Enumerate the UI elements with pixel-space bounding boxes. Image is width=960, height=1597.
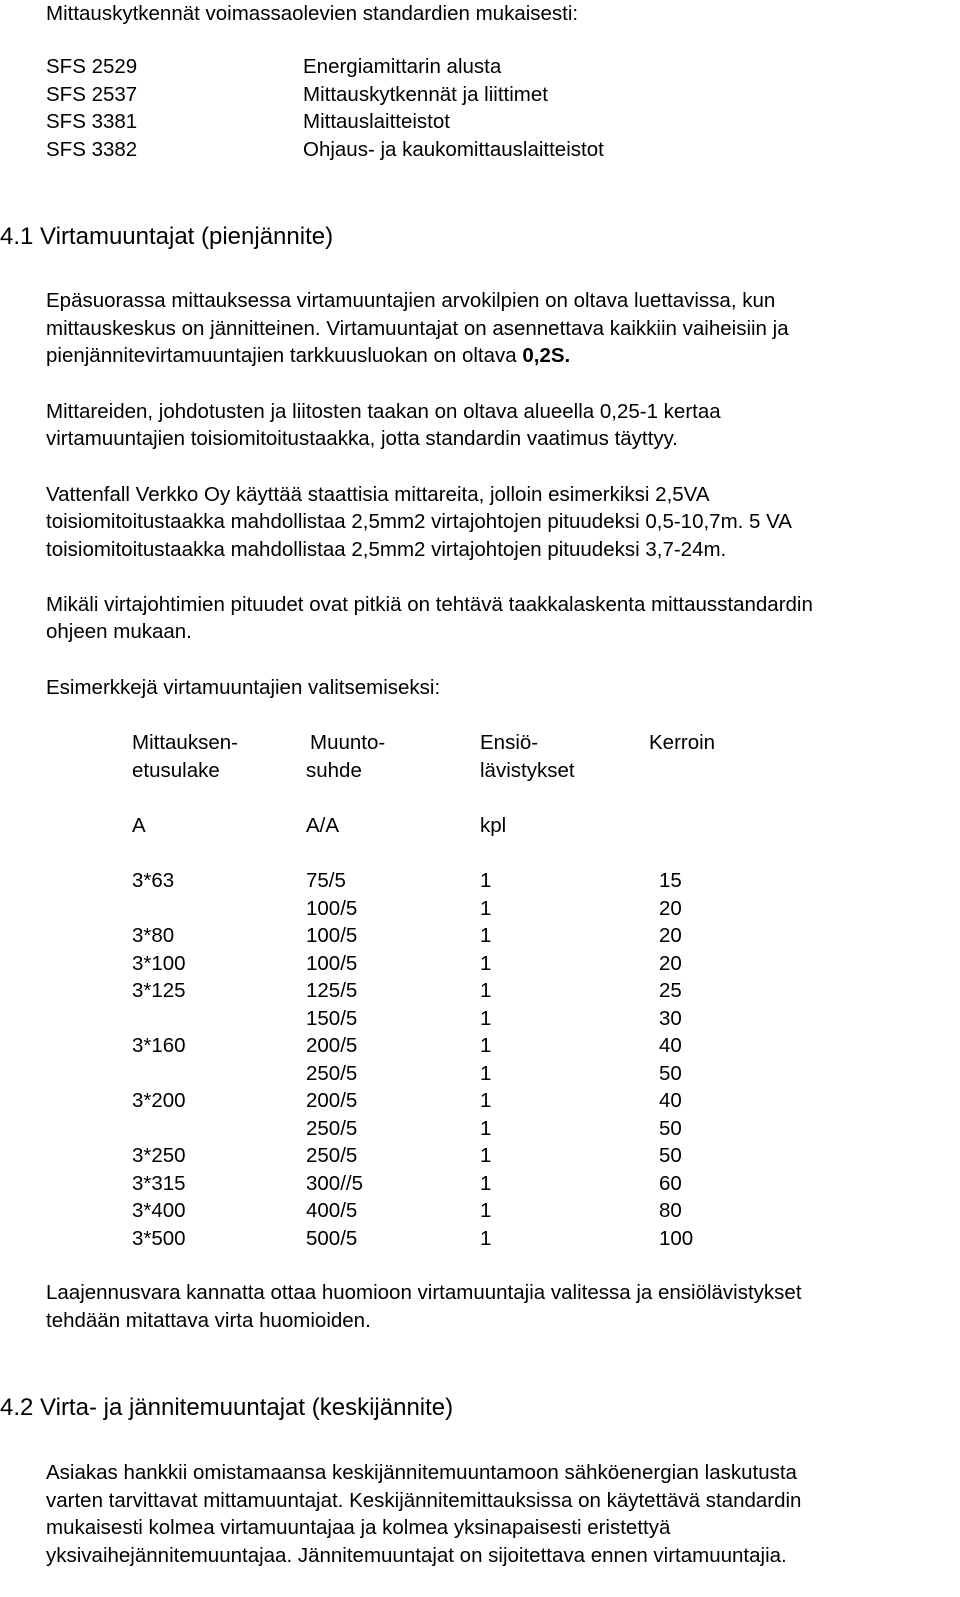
- table-cell: 3*80: [132, 924, 175, 947]
- header-fuse: Mittauksen-: [132, 731, 238, 754]
- table-row: [0, 1225, 960, 1252]
- table-cell: 1: [480, 869, 492, 892]
- unit-cell: kpl: [480, 814, 507, 837]
- standard-code: SFS 3381: [46, 110, 138, 133]
- table-cell: 125/5: [306, 979, 358, 1002]
- paragraph-line: toisiomitoitustaakka mahdollistaa 2,5mm2 virtajohtojen pituudeksi 0,5-10,7m. 5 VA: [46, 510, 792, 533]
- paragraph-line: varten tarvittavat mittamuuntajat. Keskijännitemittauksissa on käytettävä standardin: [46, 1489, 802, 1512]
- paragraph-line: ohjeen mukaan.: [46, 620, 192, 643]
- table-cell: 1: [480, 1007, 492, 1030]
- table-cell: 3*160: [132, 1034, 186, 1057]
- paragraph-line: virtamuuntajien toisiomitoitustaakka, jotta standardin vaatimus täyttyy.: [46, 427, 678, 450]
- table-cell: 1: [480, 1117, 492, 1140]
- table-cell: 200/5: [306, 1034, 358, 1057]
- table-cell: 1: [480, 924, 492, 947]
- table-cell: 1: [480, 1199, 492, 1222]
- table-cell: 500/5: [306, 1227, 358, 1250]
- section-heading: 4.1 Virtamuuntajat (pienjännite): [0, 223, 334, 250]
- table-row: [0, 977, 960, 1004]
- table-cell: 100/5: [306, 952, 358, 975]
- table-cell: 20: [659, 924, 682, 947]
- header-primary-turns: Ensiö-: [480, 731, 539, 754]
- unit-cell: A/A: [306, 814, 340, 837]
- paragraph-line: Asiakas hankkii omistamaansa keskijännitemuuntamoon sähköenergian laskutusta: [46, 1461, 797, 1484]
- table-cell: 20: [659, 952, 682, 975]
- table-cell: 250/5: [306, 1117, 358, 1140]
- table-cell: 1: [480, 897, 492, 920]
- paragraph-line: Epäsuorassa mittauksessa virtamuuntajien arvokilpien on oltava luettavissa, kun: [46, 289, 776, 312]
- table-cell: 50: [659, 1117, 682, 1140]
- header-ratio: Muunto-: [310, 731, 386, 754]
- table-cell: 100/5: [306, 897, 358, 920]
- paragraph-line: Vattenfall Verkko Oy käyttää staattisia mittareita, jolloin esimerkiksi 2,5VA: [46, 483, 710, 506]
- table-cell: 1: [480, 979, 492, 1002]
- table-cell: 15: [659, 869, 682, 892]
- table-cell: 40: [659, 1034, 682, 1057]
- unit-cell: A: [132, 814, 146, 837]
- examples-title: Esimerkkejä virtamuuntajien valitsemiseksi:: [46, 676, 441, 699]
- intro-text: Mittauskytkennät voimassaolevien standardien mukaisesti:: [46, 2, 579, 25]
- table-cell: 20: [659, 897, 682, 920]
- accuracy-class: 0,2S.: [522, 344, 571, 367]
- paragraph-line: mukaisesti kolmea virtamuuntajaa ja kolmea yksinapaisesti eristettyä: [46, 1516, 671, 1539]
- table-cell: 3*125: [132, 979, 186, 1002]
- paragraph-line: [46, 342, 570, 370]
- table-cell: 1: [480, 1144, 492, 1167]
- section-heading: 4.2 Virta- ja jännitemuuntajat (keskijännite): [0, 1394, 454, 1421]
- paragraph-line: toisiomitoitustaakka mahdollistaa 2,5mm2 virtajohtojen pituudeksi 3,7-24m.: [46, 538, 727, 561]
- table-cell: 80: [659, 1199, 682, 1222]
- table-cell: 1: [480, 952, 492, 975]
- standard-name: Mittauskytkennät ja liittimet: [303, 83, 548, 106]
- table-cell: 3*63: [132, 869, 175, 892]
- table-cell: 75/5: [306, 869, 346, 892]
- table-row: [0, 1005, 960, 1032]
- table-cell: 3*100: [132, 952, 186, 975]
- header-ratio-2: suhde: [306, 759, 362, 782]
- table-cell: 1: [480, 1034, 492, 1057]
- table-cell: 3*315: [132, 1172, 186, 1195]
- standard-code: SFS 3382: [46, 138, 138, 161]
- table-row: [0, 867, 960, 894]
- paragraph-line: Laajennusvara kannatta ottaa huomioon virtamuuntajia valitessa ja ensiölävistykset: [46, 1281, 802, 1304]
- standard-code: SFS 2529: [46, 55, 138, 78]
- table-cell: 200/5: [306, 1089, 358, 1112]
- table-cell: 1: [480, 1062, 492, 1085]
- table-row: [0, 950, 960, 977]
- header-fuse-2: etusulake: [132, 759, 220, 782]
- paragraph-line: tehdään mitattava virta huomioiden.: [46, 1309, 371, 1332]
- table-cell: 300//5: [306, 1172, 363, 1195]
- table-cell: 400/5: [306, 1199, 358, 1222]
- paragraph-line: Mittareiden, johdotusten ja liitosten taakan on oltava alueella 0,25-1 kertaa: [46, 400, 721, 423]
- table-cell: 50: [659, 1062, 682, 1085]
- table-cell: 250/5: [306, 1144, 358, 1167]
- table-row: [0, 1115, 960, 1142]
- paragraph-line: mittauskeskus on jännitteinen. Virtamuuntajat on asennettava kaikkiin vaiheisiin ja: [46, 317, 789, 340]
- table-row: [0, 922, 960, 949]
- table-row: [0, 1032, 960, 1059]
- standard-name: Energiamittarin alusta: [303, 55, 502, 78]
- table-cell: 3*200: [132, 1089, 186, 1112]
- standard-name: Ohjaus- ja kaukomittauslaitteistot: [303, 138, 604, 161]
- table-cell: 100: [659, 1227, 694, 1250]
- table-cell: 150/5: [306, 1007, 358, 1030]
- standard-code: SFS 2537: [46, 83, 138, 106]
- table-cell: 25: [659, 979, 682, 1002]
- table-cell: 60: [659, 1172, 682, 1195]
- paragraph-text: pienjännitevirtamuuntajien tarkkuusluokan on oltava: [46, 344, 523, 367]
- table-cell: 1: [480, 1227, 492, 1250]
- table-cell: 3*500: [132, 1227, 186, 1250]
- table-row: [0, 895, 960, 922]
- table-cell: 3*250: [132, 1144, 186, 1167]
- table-cell: 1: [480, 1089, 492, 1112]
- table-row: [0, 1060, 960, 1087]
- standard-name: Mittauslaitteistot: [303, 110, 450, 133]
- table-cell: 100/5: [306, 924, 358, 947]
- paragraph-line: Mikäli virtajohtimien pituudet ovat pitkiä on tehtävä taakkalaskenta mittausstandardin: [46, 593, 813, 616]
- table-cell: 1: [480, 1172, 492, 1195]
- table-row: [0, 1087, 960, 1114]
- header-factor: Kerroin: [649, 731, 716, 754]
- table-cell: 50: [659, 1144, 682, 1167]
- table-row: [0, 1197, 960, 1224]
- table-cell: 250/5: [306, 1062, 358, 1085]
- table-row: [0, 1170, 960, 1197]
- table-row: [0, 1142, 960, 1169]
- paragraph-line: yksivaihejännitemuuntajaa. Jännitemuuntajat on sijoitettava ennen virtamuuntajia.: [46, 1544, 787, 1567]
- header-primary-turns-2: lävistykset: [480, 759, 575, 782]
- table-cell: 3*400: [132, 1199, 186, 1222]
- table-cell: 40: [659, 1089, 682, 1112]
- table-cell: 30: [659, 1007, 682, 1030]
